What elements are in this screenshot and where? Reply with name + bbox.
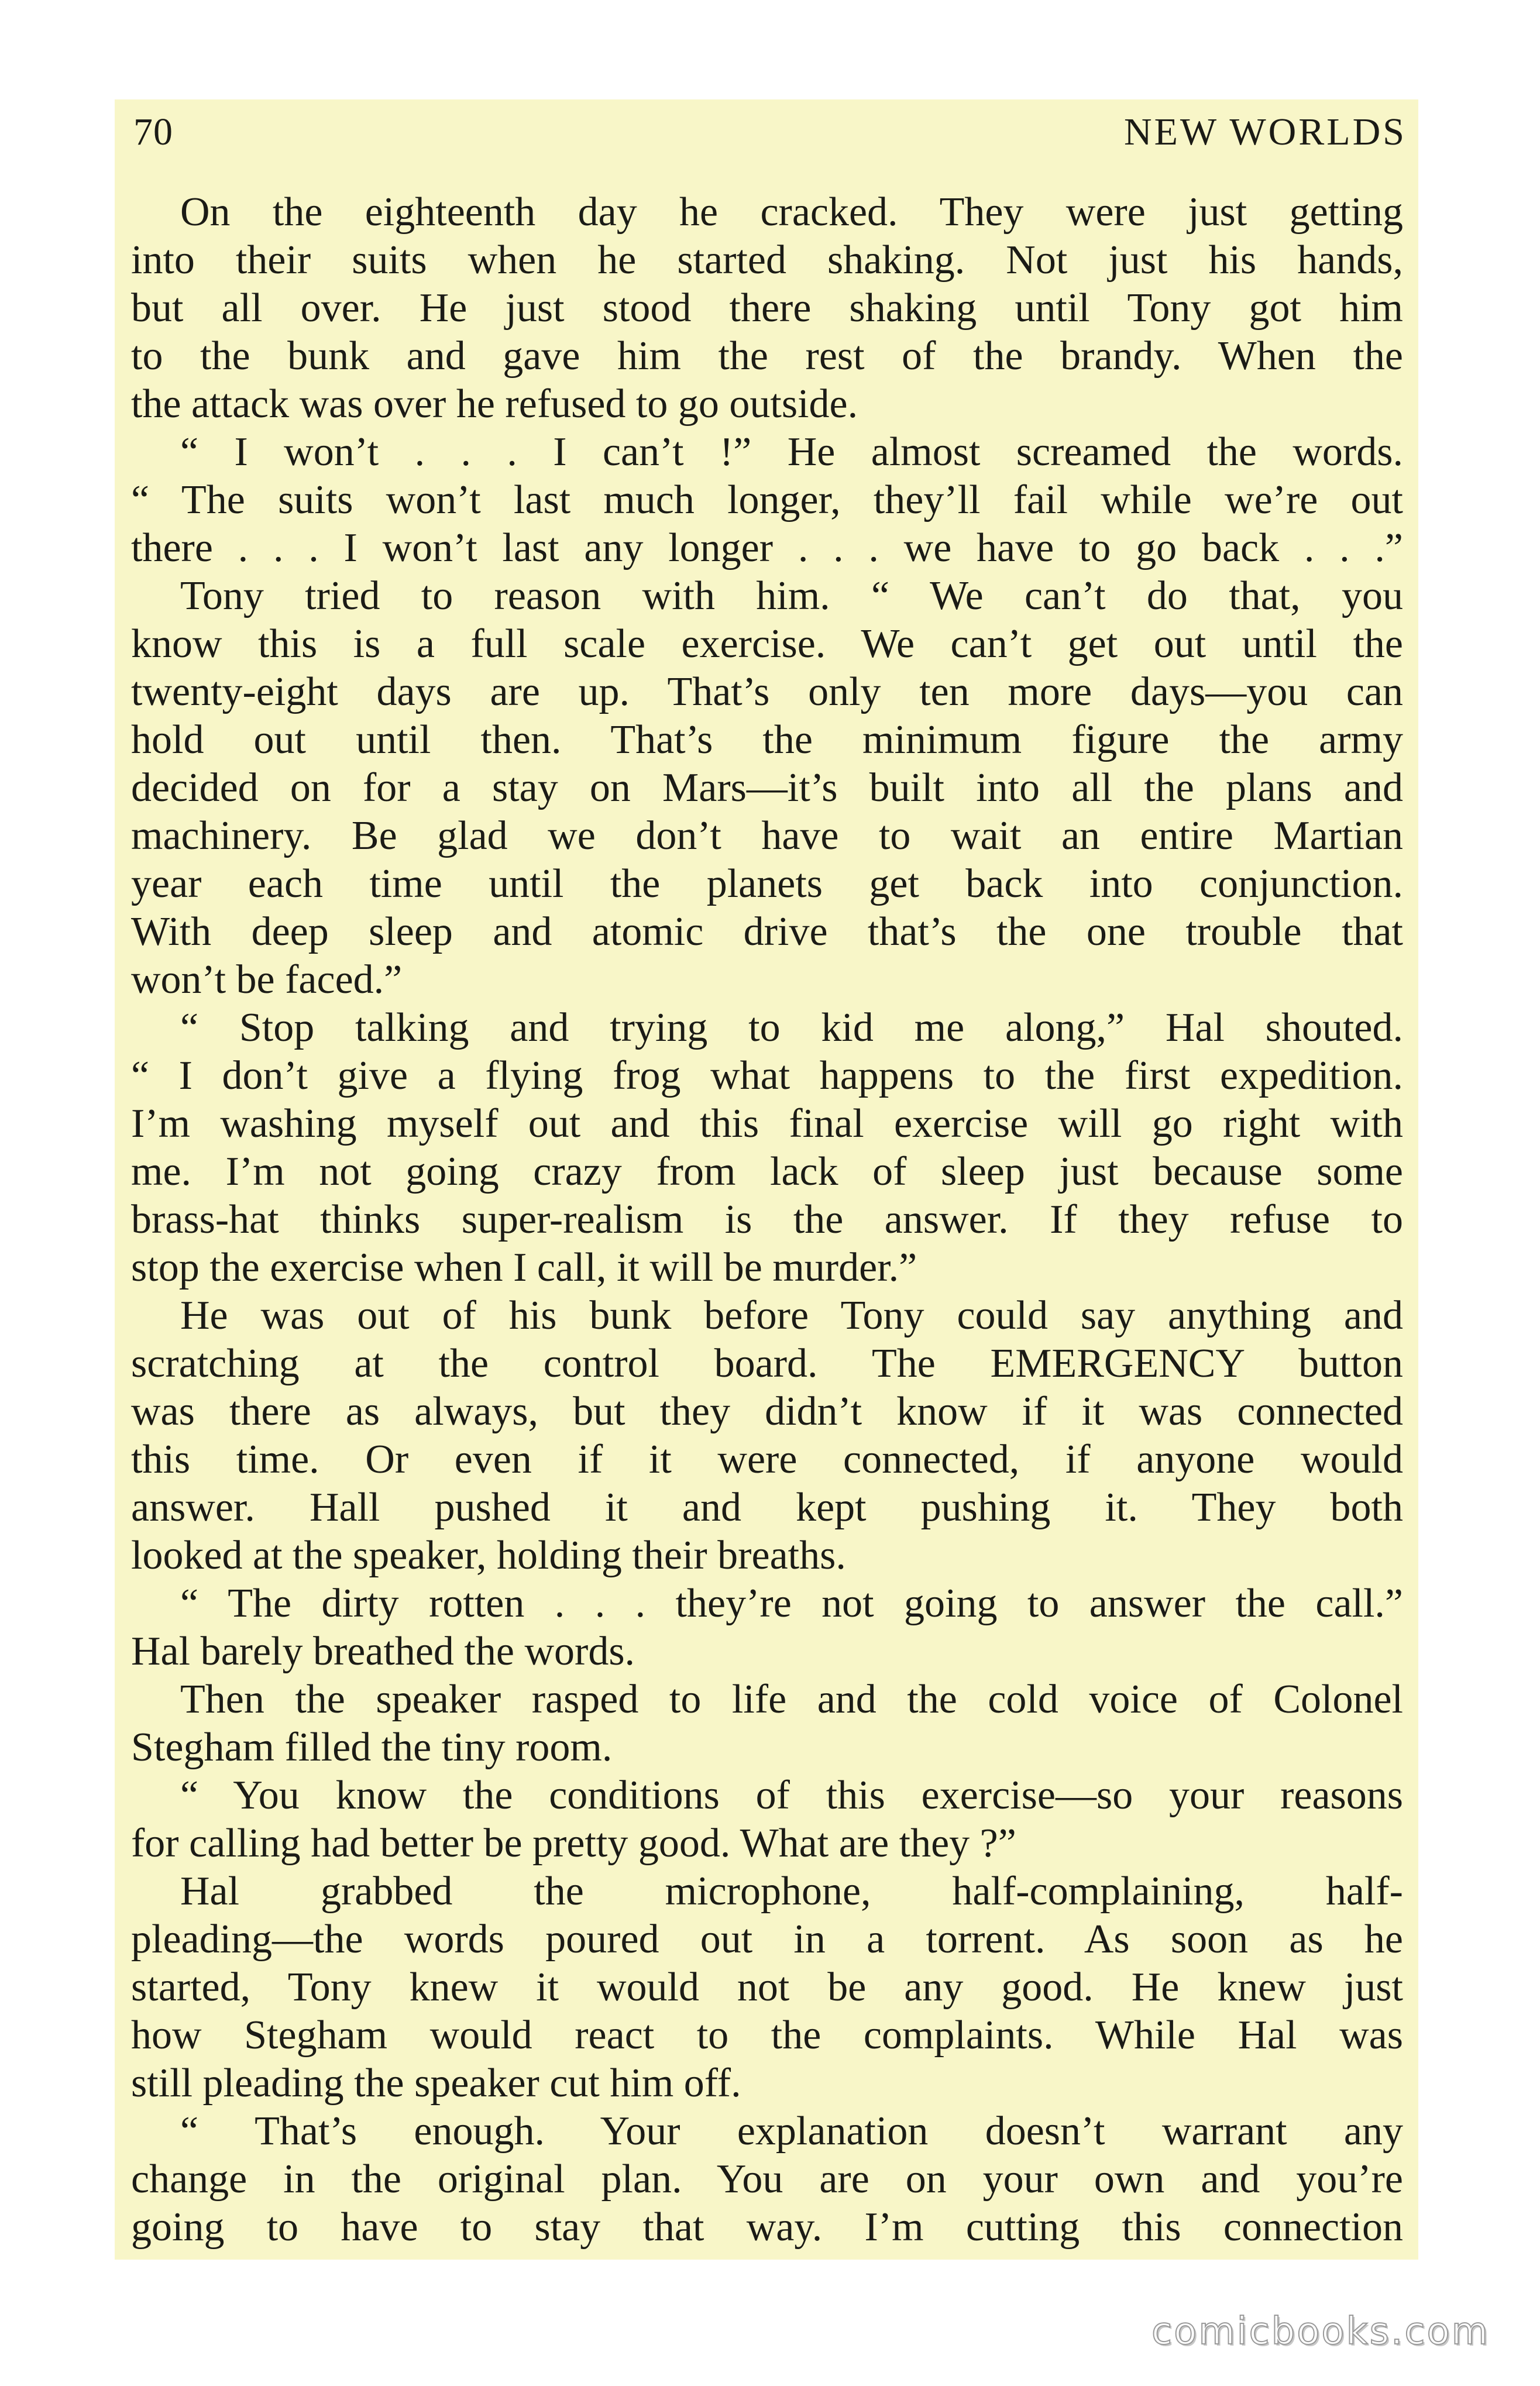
text-line: into their suits when he started shaking. Not just his hands, [131, 238, 1403, 283]
text-line: pleading—the words poured out in a torrent. As soon as he [131, 1917, 1403, 1962]
text-line: With deep sleep and atomic drive that’s the one trouble that [131, 909, 1403, 954]
text-line: On the eighteenth day he cracked. They were just getting [180, 190, 1403, 235]
text-line: “ The suits won’t last much longer, they’ll fail while we’re out [131, 477, 1403, 522]
text-line: know this is a full scale exercise. We can’t get out until the [131, 621, 1403, 666]
text-line: still pleading the speaker cut him off. [131, 2061, 741, 2106]
text-line: but all over. He just stood there shaking until Tony got him [131, 286, 1403, 331]
watermark-logo: comicbooks.com [1151, 2310, 1490, 2353]
text-line: I’m washing myself out and this final exercise will go right with [131, 1101, 1403, 1146]
text-line: “ The dirty rotten . . . they’re not going to answer the call.” [180, 1581, 1403, 1626]
running-head [115, 99, 1418, 165]
page-panel [115, 99, 1418, 2260]
text-line: Hal grabbed the microphone, half-complaining, half- [180, 1869, 1403, 1914]
text-line: there . . . I won’t last any longer . . . we have to go back . . .” [131, 525, 1403, 570]
text-line: Then the speaker rasped to life and the cold voice of Colonel [180, 1677, 1403, 1722]
text-line: year each time until the planets get back into conjunction. [131, 861, 1403, 906]
text-line: how Stegham would react to the complaints. While Hal was [131, 2013, 1403, 2058]
text-line: going to have to stay that way. I’m cutting this connection [131, 2205, 1403, 2250]
text-line: was there as always, but they didn’t know if it was connected [131, 1389, 1403, 1434]
text-line: stop the exercise when I call, it will be murder.” [131, 1245, 917, 1290]
text-line: to the bunk and gave him the rest of the brandy. When the [131, 334, 1403, 379]
text-line: change in the original plan. You are on your own and you’re [131, 2157, 1403, 2202]
text-line: me. I’m not going crazy from lack of sleep just because some [131, 1149, 1403, 1194]
text-line: started, Tony knew it would not be any good. He knew just [131, 1965, 1403, 2010]
text-line: He was out of his bunk before Tony could say anything and [180, 1293, 1403, 1338]
text-line: “ You know the conditions of this exercise—so your reasons [180, 1773, 1403, 1818]
text-line: looked at the speaker, holding their breaths. [131, 1533, 846, 1578]
text-line: “ Stop talking and trying to kid me along,” Hal shouted. [180, 1005, 1403, 1050]
text-line: this time. Or even if it were connected, if anyone would [131, 1437, 1403, 1482]
text-line: machinery. Be glad we don’t have to wait an entire Martian [131, 813, 1403, 858]
text-line: “ I don’t give a flying frog what happens to the first expedition. [131, 1053, 1403, 1098]
text-line: for calling had better be pretty good. What are they ?” [131, 1821, 1016, 1866]
text-line: hold out until then. That’s the minimum figure the army [131, 717, 1403, 762]
text-line: Hal barely breathed the words. [131, 1629, 635, 1674]
text-line: brass-hat thinks super-realism is the answer. If they refuse to [131, 1197, 1403, 1242]
text-line: won’t be faced.” [131, 957, 403, 1002]
body-text [131, 188, 1403, 2251]
text-line: the attack was over he refused to go outside. [131, 381, 858, 427]
text-line: twenty-eight days are up. That’s only ten more days—you can [131, 669, 1403, 714]
text-line: “ I won’t . . . I can’t !” He almost screamed the words. [180, 429, 1403, 475]
text-line: Tony tried to reason with him. “ We can’t do that, you [180, 573, 1403, 618]
text-line: Stegham filled the tiny room. [131, 1725, 613, 1770]
journal-title: NEW WORLDS [1123, 111, 1407, 153]
text-line: scratching at the control board. The EMERGENCY button [131, 1341, 1403, 1386]
text-line: “ That’s enough. Your explanation doesn’t warrant any [180, 2109, 1403, 2154]
text-line: answer. Hall pushed it and kept pushing it. They both [131, 1485, 1403, 1530]
text-line: decided on for a stay on Mars—it’s built into all the plans and [131, 765, 1403, 810]
page-number: 70 [133, 111, 173, 153]
